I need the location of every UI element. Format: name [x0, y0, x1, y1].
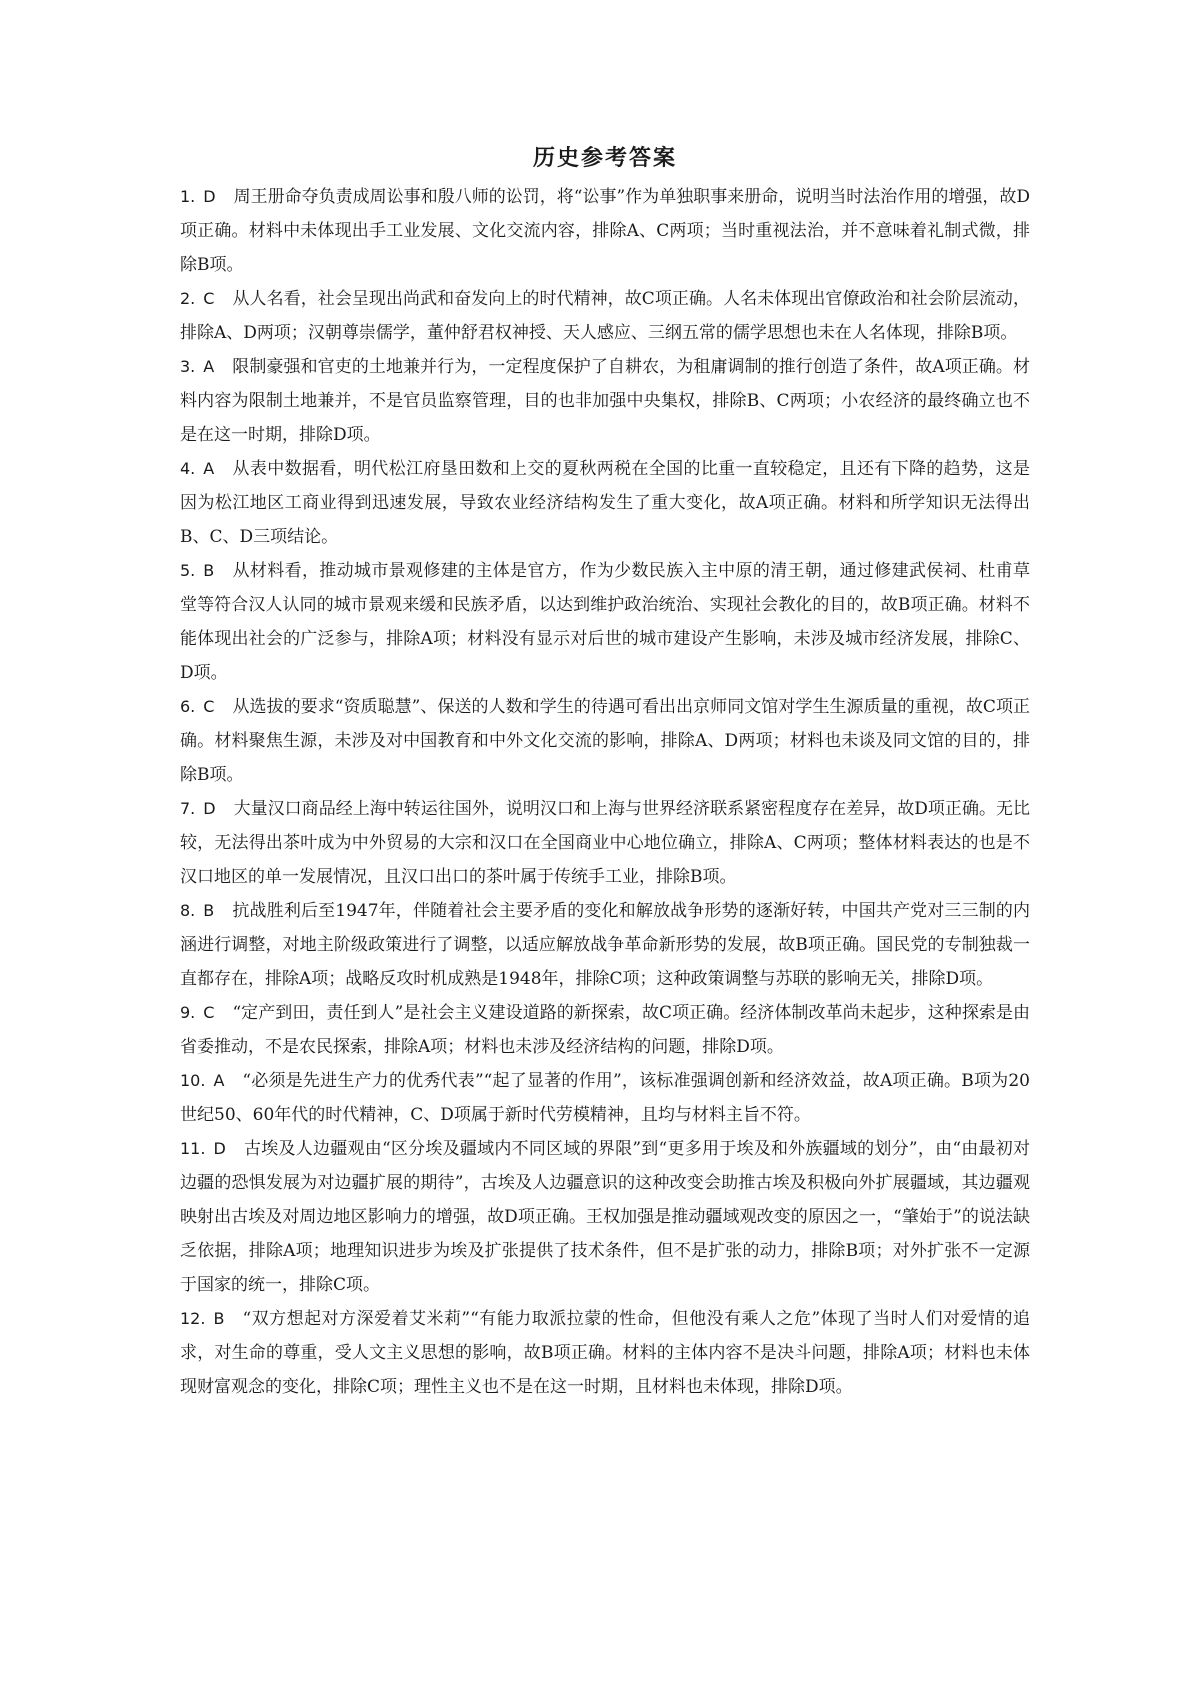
- answer-list: [180, 180, 1030, 1404]
- page-title: 历史参考答案: [532, 145, 677, 171]
- answer-explanation: 大量汉口商品经上海中转运往国外，说明汉口和上海与世界经济联系紧密程度存在差异，故D项正确。无比较，无法得出茶叶成为中外贸易的大宗和汉口在全国商业中心地位确立，排除A、C两项；整体材料表达的也是不汉口地区的单一发展情况，且汉口出口的茶叶属于传统手工业，排除B项。: [180, 799, 1030, 887]
- answer-item-6: [180, 690, 1030, 792]
- answer-choice: C: [203, 697, 215, 716]
- answer-choice: A: [203, 459, 215, 478]
- answer-number: 7.: [180, 799, 196, 818]
- answer-choice: B: [203, 561, 215, 580]
- answer-number: 5.: [180, 561, 196, 580]
- answer-choice: B: [213, 1309, 225, 1328]
- answer-number: 11.: [180, 1139, 206, 1158]
- answer-explanation: 从选拔的要求“资质聪慧”、保送的人数和学生的待遇可看出出京师同文馆对学生生源质量的重视，故C项正确。材料聚焦生源，未涉及对中国教育和中外文化交流的影响，排除A、D两项；材料也未谈及同文馆的目的，排除B项。: [180, 697, 1030, 785]
- answer-number: 10.: [180, 1071, 206, 1090]
- answer-item-11: [180, 1132, 1030, 1302]
- answer-choice: A: [213, 1071, 225, 1090]
- answer-number: 6.: [180, 697, 196, 716]
- answer-item-3: [180, 350, 1030, 452]
- answer-explanation: 古埃及人边疆观由“区分埃及疆域内不同区域的界限”到“更多用于埃及和外族疆域的划分”，由“由最初对边疆的恐惧发展为对边疆扩展的期待”，古埃及人边疆意识的这种改变会助推古埃及积极向外扩展疆域，其边疆观映射出古埃及对周边地区影响力的增强，故D项正确。王权加强是推动疆域观改变的原因之一，“肇始于”的说法缺乏依据，排除A项；地理知识进步为埃及扩张提供了技术条件，但不是扩张的动力，排除B项；对外扩张不一定源于国家的统一，排除C项。: [180, 1139, 1030, 1295]
- answer-choice: D: [213, 1139, 226, 1158]
- answer-item-4: [180, 452, 1030, 554]
- answer-number: 8.: [180, 901, 196, 920]
- answer-choice: A: [203, 357, 215, 376]
- answer-choice: D: [203, 187, 216, 206]
- answer-explanation: 限制豪强和官吏的土地兼并行为，一定程度保护了自耕农，为租庸调制的推行创造了条件，故A项正确。材料内容为限制土地兼并，不是官员监察管理，目的也非加强中央集权，排除B、C两项；小农经济的最终确立也不是在这一时期，排除D项。: [180, 357, 1030, 445]
- answer-number: 1.: [180, 187, 196, 206]
- answer-explanation: “定产到田，责任到人”是社会主义建设道路的新探索，故C项正确。经济体制改革尚未起步，这种探索是由省委推动，不是农民探索，排除A项；材料也未涉及经济结构的问题，排除D项。: [180, 1003, 1030, 1057]
- answer-number: 12.: [180, 1309, 206, 1328]
- answer-item-9: [180, 996, 1030, 1064]
- answer-explanation: 从表中数据看，明代松江府垦田数和上交的夏秋两税在全国的比重一直较稳定，且还有下降的趋势，这是因为松江地区工商业得到迅速发展，导致农业经济结构发生了重大变化，故A项正确。材料和所学知识无法得出B、C、D三项结论。: [180, 459, 1030, 547]
- answer-number: 2.: [180, 289, 196, 308]
- answer-sheet: [180, 142, 1030, 1404]
- answer-item-1: [180, 180, 1030, 282]
- answer-number: 9.: [180, 1003, 196, 1022]
- answer-explanation: 周王册命夺负责成周讼事和殷八师的讼罚，将“讼事”作为单独职事来册命，说明当时法治作用的增强，故D项正确。材料中未体现出手工业发展、文化交流内容，排除A、C两项；当时重视法治，并不意味着礼制式微，排除B项。: [180, 187, 1030, 275]
- answer-explanation: 抗战胜利后至1947年，伴随着社会主要矛盾的变化和解放战争形势的逐渐好转，中国共产党对三三制的内涵进行调整，对地主阶级政策进行了调整，以适应解放战争革命新形势的发展，故B项正确。国民党的专制独裁一直都存在，排除A项；战略反攻时机成熟是1948年，排除C项；这种政策调整与苏联的影响无关，排除D项。: [180, 901, 1030, 989]
- answer-item-2: [180, 282, 1030, 350]
- answer-explanation: “双方想起对方深爱着艾米莉”“有能力取派拉蒙的性命，但他没有乘人之危”体现了当时人们对爱情的追求，对生命的尊重，受人文主义思想的影响，故B项正确。材料的主体内容不是决斗问题，排除A项；材料也未体现财富观念的变化，排除C项；理性主义也不是在这一时期，且材料也未体现，排除D项。: [180, 1309, 1030, 1397]
- answer-explanation: 从材料看，推动城市景观修建的主体是官方，作为少数民族入主中原的清王朝，通过修建武侯祠、杜甫草堂等符合汉人认同的城市景观来缓和民族矛盾，以达到维护政治统治、实现社会教化的目的，故B项正确。材料不能体现出社会的广泛参与，排除A项；材料没有显示对后世的城市建设产生影响，未涉及城市经济发展，排除C、D项。: [180, 561, 1030, 683]
- answer-choice: D: [203, 799, 216, 818]
- answer-item-12: [180, 1302, 1030, 1404]
- answer-item-10: [180, 1064, 1030, 1132]
- answer-number: 3.: [180, 357, 196, 376]
- answer-choice: C: [203, 289, 215, 308]
- answer-explanation: 从人名看，社会呈现出尚武和奋发向上的时代精神，故C项正确。人名未体现出官僚政治和社会阶层流动，排除A、D两项；汉朝尊崇儒学，董仲舒君权神授、天人感应、三纲五常的儒学思想也未在人名体现，排除B项。: [180, 289, 1030, 343]
- answer-choice: B: [203, 901, 215, 920]
- answer-item-5: [180, 554, 1030, 690]
- answer-explanation: “必须是先进生产力的优秀代表”“起了显著的作用”，该标准强调创新和经济效益，故A项正确。B项为20世纪50、60年代的时代精神，C、D项属于新时代劳模精神，且均与材料主旨不符。: [180, 1071, 1030, 1125]
- answer-item-8: [180, 894, 1030, 996]
- answer-item-7: [180, 792, 1030, 894]
- answer-number: 4.: [180, 459, 196, 478]
- answer-choice: C: [203, 1003, 215, 1022]
